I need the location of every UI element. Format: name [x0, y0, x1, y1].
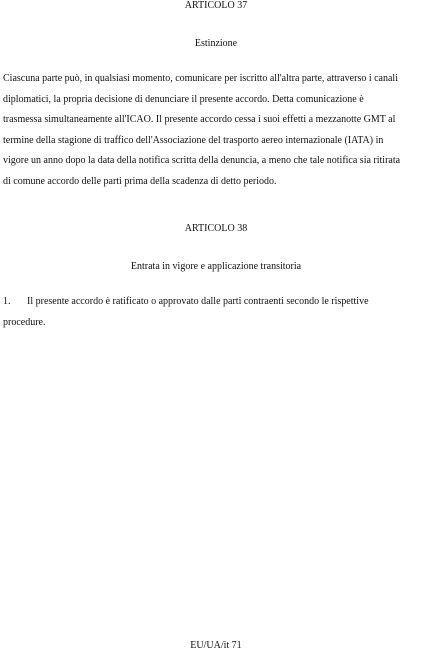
paragraph-line: [3, 292, 431, 313]
article-38-paragraph: [3, 292, 431, 333]
paragraph-line: di comune accordo delle parti prima della scadenza di detto periodo.: [3, 175, 277, 187]
paragraph-line-text: Il presente accordo è ratificato o approvato dalle parti contraenti secondo le rispettive: [27, 296, 369, 307]
article-37-heading: ARTICOLO 37: [184, 0, 248, 11]
paragraph-line: vigore un anno dopo la data della notifica scritta della denuncia, a meno che tale notifica sia ritirata: [3, 155, 401, 166]
paragraph-line: trasmessa simultaneamente all'ICAO. Il presente accordo cessa i suoi effetti a mezzanotte GMT al: [3, 114, 396, 125]
paragraph-line: Ciascuna parte può, in qualsiasi momento, comunicare per iscritto all'altra parte, attraverso i canali: [3, 73, 398, 84]
paragraph-line: diplomatici, la propria decisione di denunciare il presente accordo. Detta comunicazione è: [3, 93, 364, 105]
item-number: 1.: [3, 296, 11, 307]
article-38-heading: ARTICOLO 38: [184, 223, 248, 234]
article-37-paragraph: [3, 69, 431, 192]
page-footer: EU/UA/it 71: [190, 640, 242, 651]
paragraph-line: procedure.: [3, 316, 46, 328]
paragraph-line: termine della stagione di traffico dell'Associazione del trasporto aereo internazionale (IATA) in: [3, 134, 384, 146]
article-37-title: Estinzione: [194, 38, 238, 49]
article-38-title: Entrata in vigore e applicazione transitoria: [130, 261, 302, 272]
